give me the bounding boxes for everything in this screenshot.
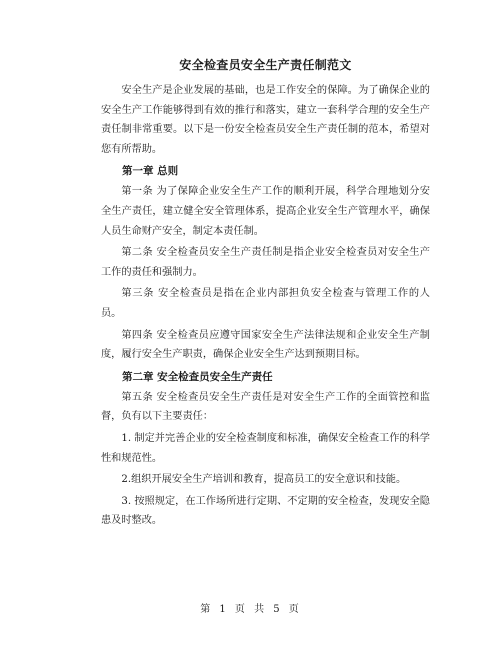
article-paragraph-3: 第三条 安全检查员是指在企业内部担负安全检查与管理工作的人员。 — [101, 288, 430, 319]
list-item-2: 2.组织开展安全生产培训和教育，提高员工的安全意识和技能。 — [121, 474, 407, 486]
document-title: 安全检查员安全生产责任制范文 — [179, 58, 352, 72]
chapter-heading-1: 第一章 总则 — [122, 165, 179, 178]
article-paragraph-5: 第五条 安全检查员安全生产责任是对安全生产工作的全面管控和监督，负有以下主要责任： — [101, 391, 430, 423]
article-paragraph-1: 第一条 为了保障企业安全生产工作的顺利开展，科学合理地划分安全生产责任，建立健全安全管理体系，提高企业安全生产管理水平，确保人员生命财产安全，制定本责任制。 — [101, 186, 430, 237]
chapter-heading-2: 第二章 安全检查员安全生产责任 — [122, 370, 273, 383]
list-item-1: 1. 制定并完善企业的安全检查制度和标准，确保安全检查工作的科学性和规范性。 — [101, 432, 430, 464]
intro-paragraph: 安全生产是企业发展的基础，也是工作安全的保障。为了确保企业的安全生产工作能够得到有效的推行和落实，建立一套科学合理的安全生产责任制非常重要。以下是一份安全检查员安全生产责任制的范本，希望对您有所帮助。 — [101, 85, 430, 155]
article-paragraph-4: 第四条 安全检查员应遵守国家安全生产法律法规和企业安全生产制度，履行安全生产职责，确保企业安全生产达到预期目标。 — [101, 329, 430, 361]
list-item-3: 3. 按照规定，在工作场所进行定期、不定期的安全检查，发现安全隐患及时整改。 — [101, 495, 430, 527]
article-paragraph-2: 第二条 安全检查员安全生产责任制是指企业安全检查员对安全生产工作的责任和强制力。 — [101, 247, 430, 278]
page-number-footer: 第 1 页 共 5 页 — [200, 604, 302, 615]
document-body — [101, 56, 430, 533]
